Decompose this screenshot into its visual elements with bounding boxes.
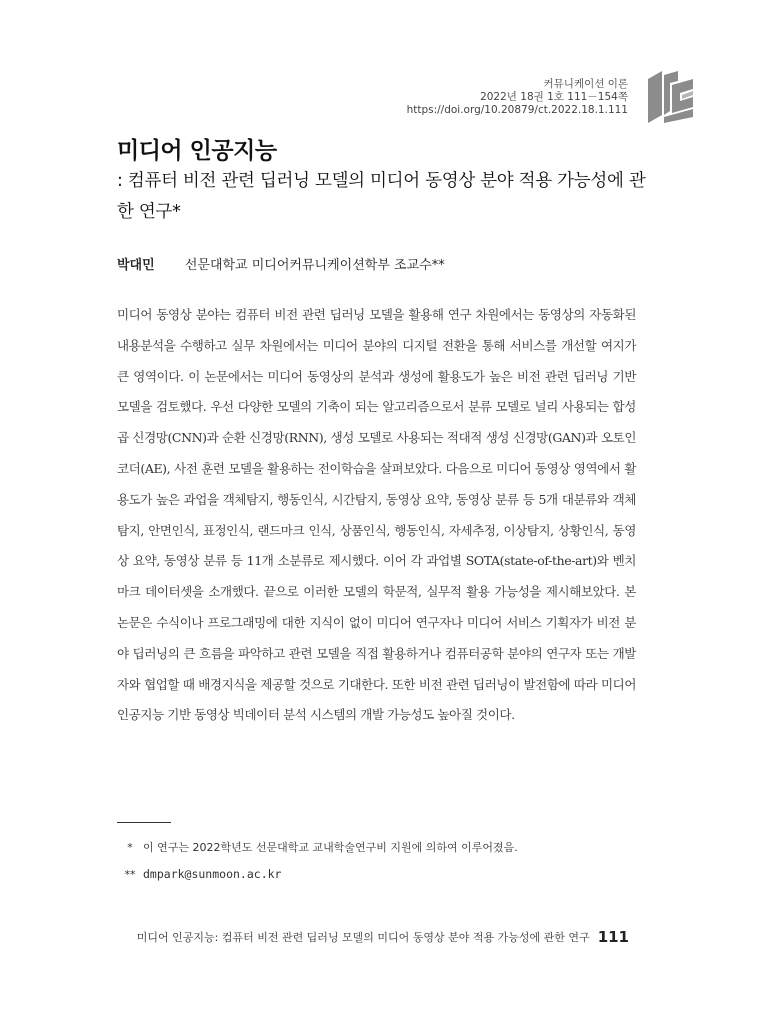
footnote-divider	[117, 822, 171, 823]
author-line	[117, 254, 445, 273]
article-subtitle: : 컴퓨터 비전 관련 딥러닝 모델의 미디어 동영상 분야 적용 가능성에 관한 연구*	[117, 171, 646, 222]
footnotes	[117, 834, 518, 888]
journal-logo-icon	[648, 71, 693, 123]
abstract: 미디어 동영상 분야는 컴퓨터 비전 관련 딥러닝 모델을 활용해 연구 차원에서는 동영상의 자동화된 내용분석을 수행하고 실무 차원에서는 미디어 분야의 디지털 전환을 통해 서비스를 개선할 여지가 큰 영역이다. 이 논문에서는 미디어 동영상의 분석과 생성에 활용도가 높은 비전 관련 딥러닝 기반 모델을 검토했다. 우선 다양한 모델의 기축이 되는 알고리즘으로서 분류 모델로 널리 사용되는 합성곱 신경망(CNN)과 순환 신경망(RNN), 생성 모델로 사용되는 적대적 생성 신경망(GAN)과 오토인코더(AE), 사전 훈련 모델을 활용하는 전이학습을 살펴보았다. 다음으로 미디어 동영상 영역에서 활용도가 높은 과업을 객체탐지, 행동인식, 시간탐지, 동영상 요약, 동영상 분류 등 5개 대분류와 객체탐지, 안면인식, 표정인식, 랜드마크 인식, 상품인식, 행동인식, 자세추정, 이상탐지, 상황인식, 동영상 요약, 동영상 분류 등 11개 소분류로 제시했다. 이어 각 과업별 SOTA(state-of-the-art)와 벤치마크 데이터셋을 소개했다. 끝으로 이러한 모델의 학문적, 실무적 활용 가능성을 제시해보았다. 본 논문은 수식이나 프로그래밍에 대한 지식이 없이 미디어 연구자나 미디어 서비스 기획자가 비전 분야 딥러닝의 큰 흐름을 파악하고 관련 모델을 직접 활용하거나 컴퓨터공학 분야의 연구자 또는 개발자와 협업할 때 배경지식을 제공할 것으로 기대한다. 또한 비전 관련 딥러닝이 발전함에 따라 미디어 인공지능 기반 동영상 빅데이터 분석 시스템의 개발 가능성도 높아질 것이다.	[117, 307, 636, 723]
author-affiliation: 선문대학교 미디어커뮤니케이션학부 조교수**	[184, 258, 445, 273]
journal-name: 커뮤니케이션 이론	[543, 78, 628, 90]
journal-header	[407, 78, 628, 117]
running-title: 미디어 인공지능: 컴퓨터 비전 관련 딥러닝 모델의 미디어 동영상 분야 적용 가능성에 관한 연구	[136, 931, 590, 944]
volume-issue-pages: 2022년 18권 1호 111－154쪽	[480, 91, 628, 103]
page-footer	[137, 928, 629, 946]
footnote-funding	[117, 834, 518, 861]
author-email[interactable]: dmpark@sunmoon.ac.kr	[143, 867, 282, 881]
footnote-mark: **	[124, 868, 136, 881]
footnote-text: 이 연구는 2022학년도 선문대학교 교내학술연구비 지원에 의하여 이루어졌음.	[143, 841, 518, 854]
article-title: 미디어 인공지능	[117, 138, 277, 164]
page-number: 111	[597, 928, 629, 946]
footnote-contact	[117, 861, 518, 888]
author-name: 박대민	[117, 258, 155, 273]
footnote-mark: *	[127, 841, 133, 854]
doi-link[interactable]: https://doi.org/10.20879/ct.2022.18.1.111	[406, 104, 628, 116]
